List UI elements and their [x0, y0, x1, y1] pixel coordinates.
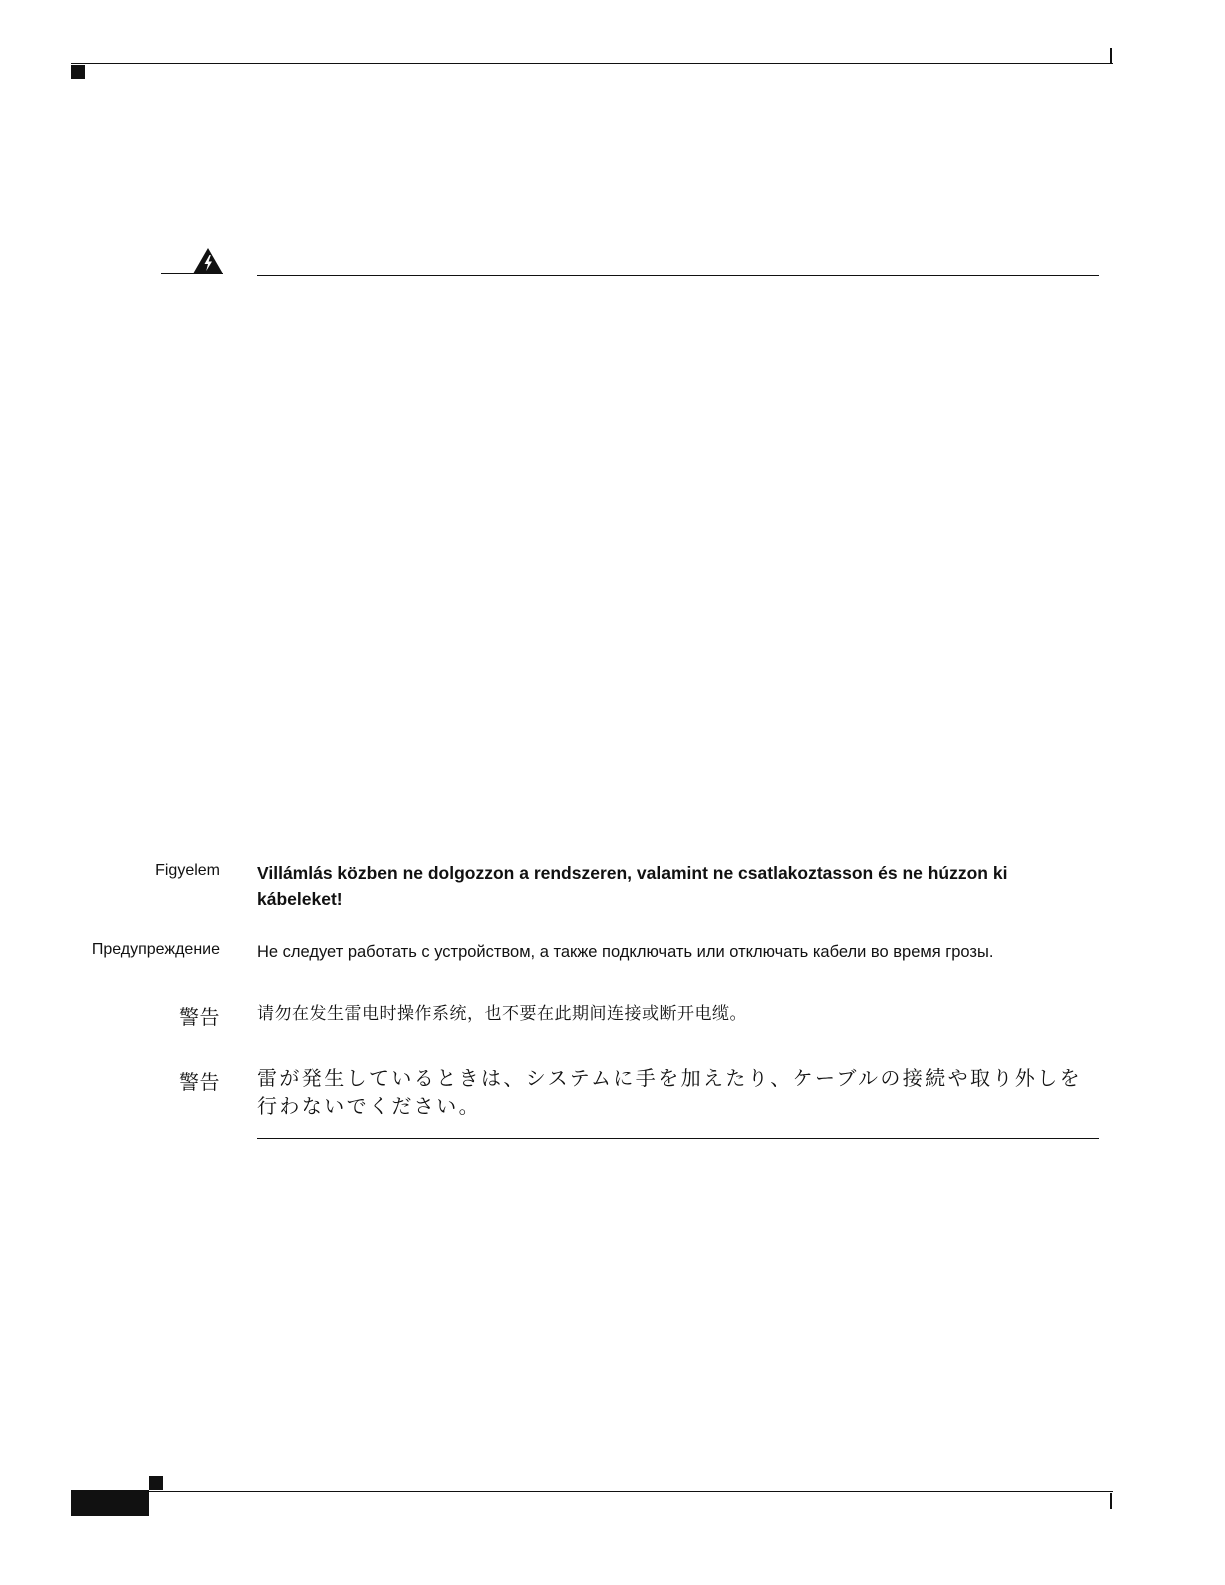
header-tick-mark [1110, 48, 1112, 64]
warning-text-chinese: 请勿在发生雷电时操作系统，也不要在此期间连接或断开电缆。 [257, 1004, 747, 1024]
language-label-russian: Предупреждение [91, 941, 220, 958]
warning-bottom-rule [257, 1138, 1099, 1139]
warning-top-rule [257, 275, 1099, 276]
header-rule [71, 63, 1113, 64]
warning-text-hungarian: Villámlás közben ne dolgozzon a rendszeren, valamint ne csatlakoztasson és ne húzzon ki kábeleket! [257, 863, 1008, 909]
header-corner-marker [71, 65, 85, 79]
footer-page-tab [71, 1490, 149, 1516]
language-label-hungarian: Figyelem [155, 862, 220, 879]
footer-rule [148, 1491, 1113, 1492]
language-label-japanese: 警告 [179, 1070, 220, 1094]
language-label-chinese: 警告 [179, 1005, 220, 1029]
footer-corner-marker [149, 1476, 163, 1490]
lightning-warning-icon [192, 247, 224, 275]
warning-text-russian: Не следует работать с устройством, а также подключать или отключать кабели во время грозы. [257, 943, 994, 961]
warning-text-japanese: 雷が発生しているときは、システムに手を加えたり、ケーブルの接続や取り外しを行わないでください。 [257, 1066, 1082, 1118]
footer-tick-mark [1110, 1493, 1112, 1509]
